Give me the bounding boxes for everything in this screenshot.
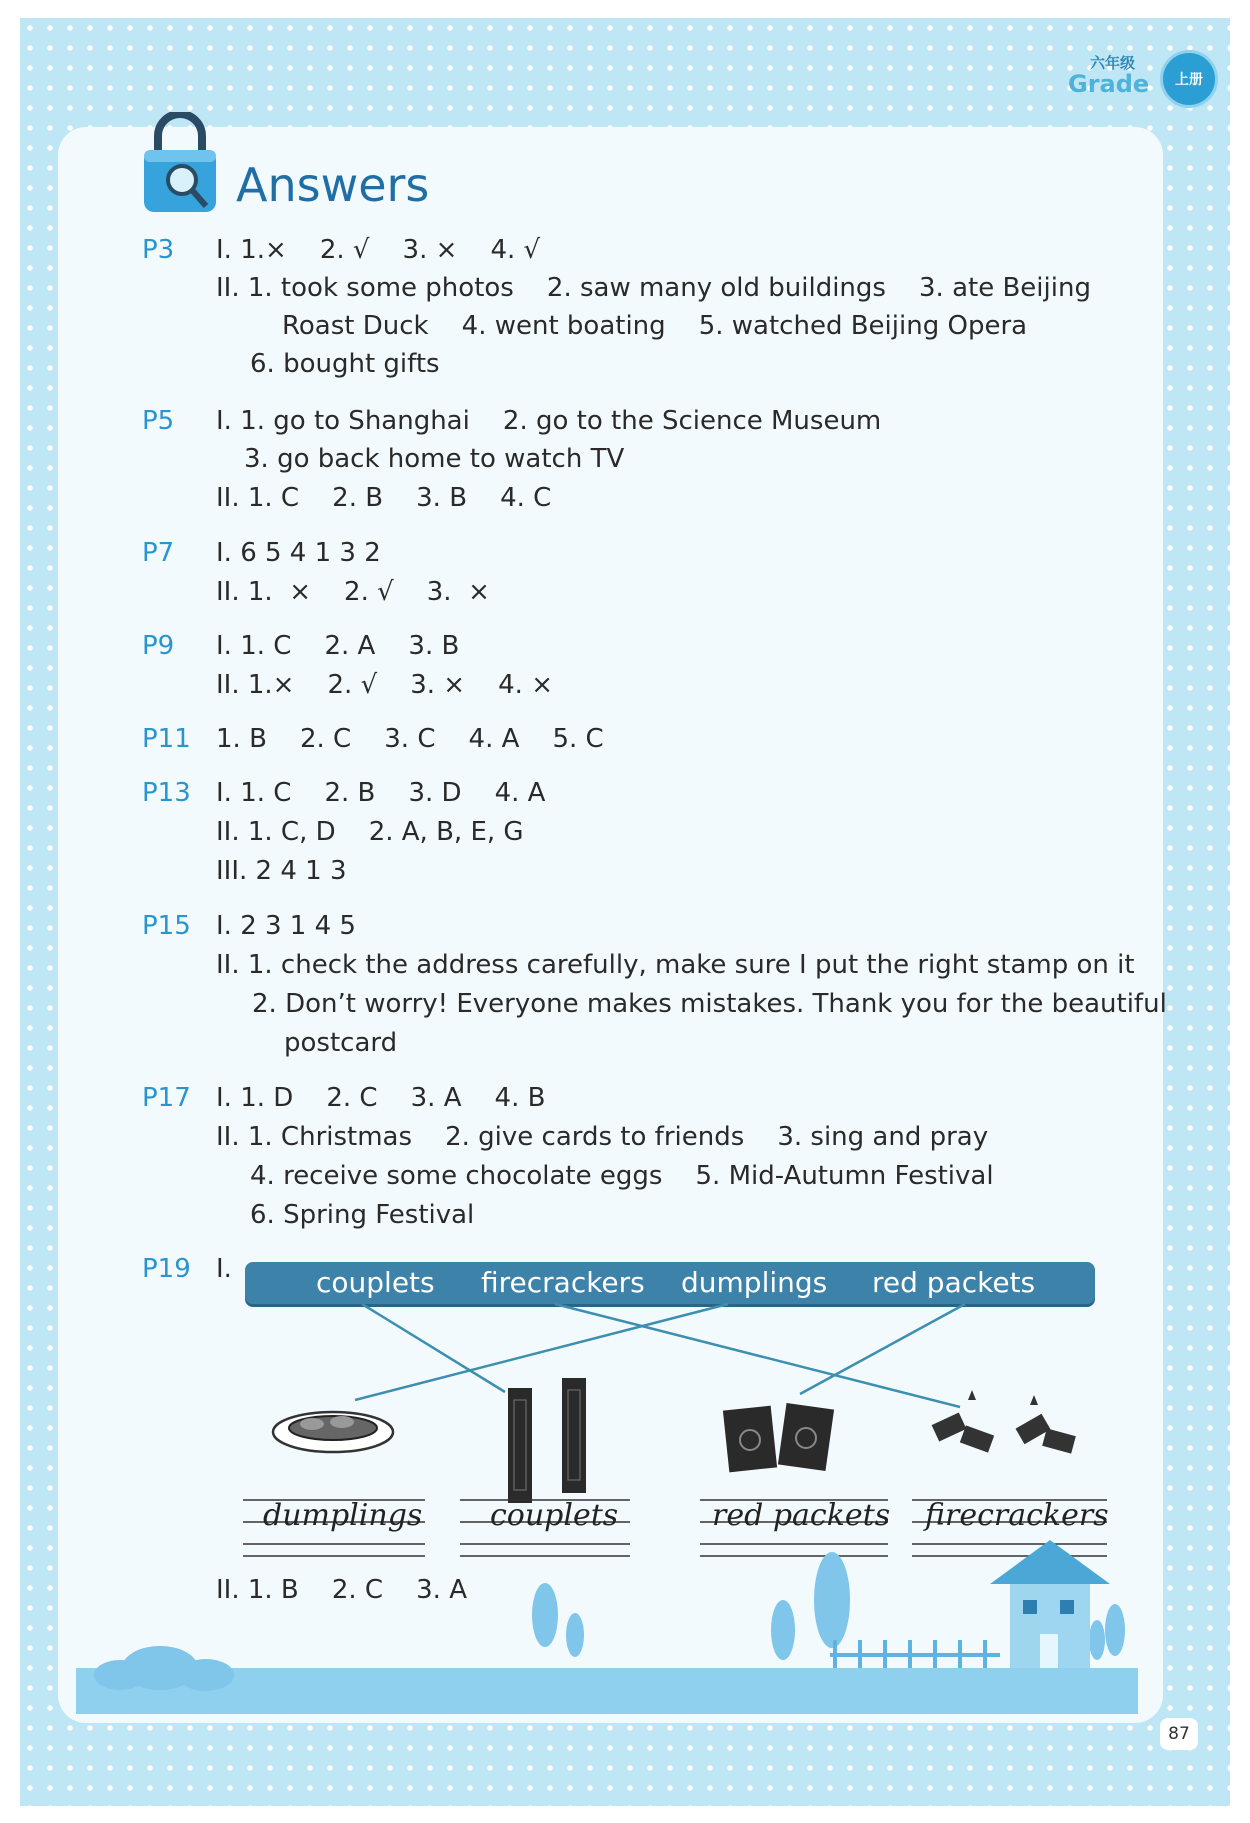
word-firecrackers: firecrackers — [481, 1266, 645, 1299]
grade-badge-text: Grade — [1068, 70, 1150, 98]
label-p15: P15 — [142, 911, 191, 941]
p15-line-3: 2. Don’t worry! Everyone makes mistakes. Thank you for the beautiful — [252, 989, 1167, 1019]
answer-couplets: couplets — [490, 1498, 619, 1533]
p19-part1-label: I. — [216, 1254, 232, 1284]
p5-line-1: I. 1. go to Shanghai 2. go to the Science Museum — [216, 406, 882, 436]
word-dumplings: dumplings — [681, 1266, 828, 1299]
page-title: Answers — [236, 158, 430, 212]
p15-line-2: II. 1. check the address carefully, make sure I put the right stamp on it — [216, 950, 1135, 980]
p19-part2: II. 1. B 2. C 3. A — [216, 1575, 467, 1605]
page-number: 87 — [1160, 1718, 1198, 1750]
p9-line-2: II. 1.× 2. √ 3. × 4. × — [216, 670, 553, 700]
answer-dumplings: dumplings — [263, 1498, 423, 1533]
p7-line-2: II. 1. × 2. √ 3. × — [216, 577, 490, 607]
p13-line-3: III. 2 4 1 3 — [216, 856, 347, 886]
p11-line-1: 1. B 2. C 3. C 4. A 5. C — [216, 724, 604, 754]
label-p3: P3 — [142, 235, 175, 265]
term-badge: 上册 — [1160, 50, 1218, 108]
p13-line-2: II. 1. C, D 2. A, B, E, G — [216, 817, 524, 847]
label-p11: P11 — [142, 724, 191, 754]
grade-badge-cn: 六年级 — [1090, 54, 1136, 72]
label-p7: P7 — [142, 538, 175, 568]
p17-line-1: I. 1. D 2. C 3. A 4. B — [216, 1083, 546, 1113]
p5-line-2: 3. go back home to watch TV — [244, 444, 625, 474]
label-p17: P17 — [142, 1083, 191, 1113]
word-red-packets: red packets — [872, 1266, 1036, 1299]
word-couplets: couplets — [316, 1266, 435, 1299]
p15-line-4: postcard — [284, 1028, 398, 1058]
p5-line-3: II. 1. C 2. B 3. B 4. C — [216, 483, 552, 513]
p3-line-2: II. 1. took some photos 2. saw many old buildings 3. ate Beijing — [216, 273, 1091, 303]
p3-line-3: Roast Duck 4. went boating 5. watched Beijing Opera — [282, 311, 1028, 341]
p9-line-1: I. 1. C 2. A 3. B — [216, 631, 460, 661]
p17-line-4: 6. Spring Festival — [250, 1200, 475, 1230]
p17-line-2: II. 1. Christmas 2. give cards to friends 3. sing and pray — [216, 1122, 989, 1152]
answer-firecrackers: firecrackers — [925, 1498, 1109, 1533]
answer-red-packets: red packets — [712, 1498, 891, 1533]
p17-line-3: 4. receive some chocolate eggs 5. Mid-Autumn Festival — [250, 1161, 994, 1191]
label-p19: P19 — [142, 1254, 191, 1284]
p3-line-1: I. 1.× 2. √ 3. × 4. √ — [216, 235, 541, 265]
label-p5: P5 — [142, 406, 175, 436]
p3-line-4: 6. bought gifts — [250, 349, 440, 379]
label-p13: P13 — [142, 778, 191, 808]
p15-line-1: I. 2 3 1 4 5 — [216, 911, 356, 941]
p13-line-1: I. 1. C 2. B 3. D 4. A — [216, 778, 546, 808]
p7-line-1: I. 6 5 4 1 3 2 — [216, 538, 381, 568]
label-p9: P9 — [142, 631, 175, 661]
